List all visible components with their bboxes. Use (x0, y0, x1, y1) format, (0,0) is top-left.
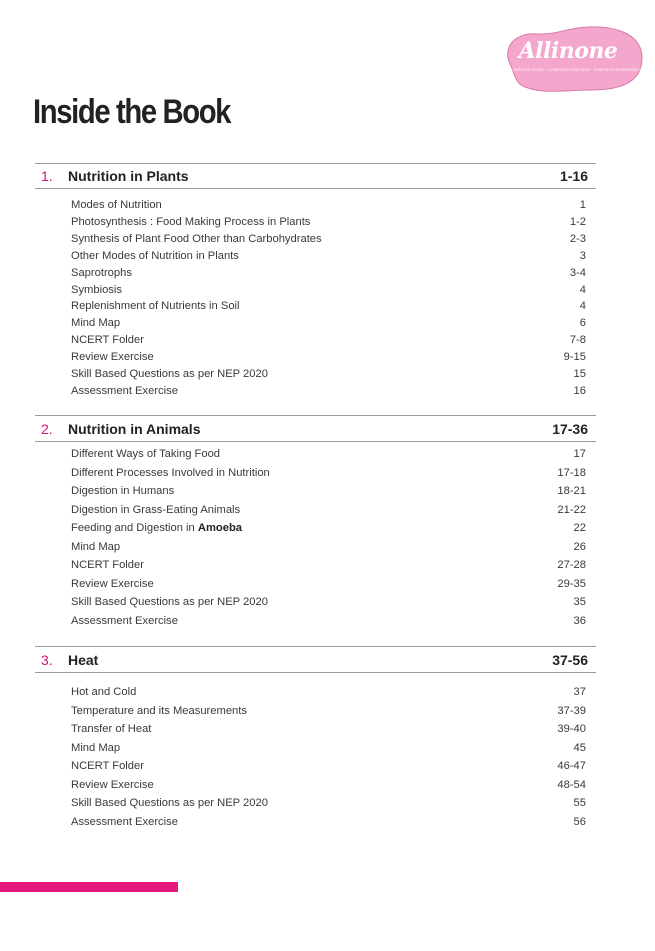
topic-item[interactable] (35, 612, 596, 631)
topic-item[interactable] (35, 593, 596, 612)
topic-item[interactable] (35, 776, 596, 795)
topic-label: Photosynthesis : Food Making Process in Plants (71, 216, 311, 229)
topic-page: 36 (573, 614, 586, 627)
topic-list (35, 189, 596, 415)
topic-label: Synthesis of Plant Food Other than Carbohydrates (71, 233, 322, 246)
topic-label: Symbiosis (71, 283, 122, 296)
topic-label: Skill Based Questions as per NEP 2020 (71, 367, 268, 380)
topic-page: 37-39 (557, 704, 586, 717)
chapter-header[interactable] (35, 163, 596, 189)
topic-item[interactable] (35, 281, 596, 298)
topic-item[interactable] (35, 794, 596, 813)
brand-logo (496, 24, 646, 96)
chapter-number: 1. (41, 168, 53, 184)
chapter-header[interactable] (35, 646, 596, 673)
topic-label: Skill Based Questions as per NEP 2020 (71, 797, 268, 810)
footer-accent-bar (0, 882, 178, 892)
topic-label: Review Exercise (71, 778, 154, 791)
topic-item[interactable] (35, 739, 596, 758)
topic-item[interactable] (35, 538, 596, 557)
page-title: Inside the Book (33, 93, 231, 131)
topic-label: Temperature and its Measurements (71, 704, 247, 717)
topic-page: 3-4 (569, 266, 586, 279)
chapter-1 (35, 163, 596, 415)
topic-label: Skill Based Questions as per NEP 2020 (71, 596, 268, 609)
topic-label: Mind Map (71, 741, 121, 754)
chapter-page-range: 37-56 (552, 651, 588, 668)
topic-label: Hot and Cold (71, 686, 137, 699)
chapter-header[interactable] (35, 415, 596, 442)
topic-label-text: Feeding and Digestion in (71, 522, 198, 535)
topic-label: Digestion in Humans (71, 485, 175, 498)
topic-item[interactable] (35, 702, 596, 721)
topic-item[interactable] (35, 332, 596, 349)
topic-page: 35 (573, 596, 586, 609)
topic-page: 15 (573, 367, 586, 380)
topic-page: 37 (573, 686, 586, 699)
topic-page: 3 (579, 249, 586, 262)
chapter-title: Nutrition in Plants (68, 168, 189, 184)
topic-page: 4 (579, 300, 586, 313)
topic-page: 18-21 (557, 485, 586, 498)
topic-label: NCERT Folder (71, 760, 144, 773)
topic-item[interactable] (35, 482, 596, 501)
topic-label: Different Processes Involved in Nutrition (71, 466, 270, 479)
topic-page: 4 (579, 283, 586, 296)
topic-item[interactable] (35, 248, 596, 265)
chapter-page-range: 1-16 (559, 168, 588, 184)
topic-label: NCERT Folder (71, 334, 144, 347)
topic-item[interactable] (35, 365, 596, 382)
chapter-2 (35, 415, 596, 646)
chapter-page-range: 17-36 (552, 420, 588, 437)
topic-page: 27-28 (557, 559, 586, 572)
topic-item[interactable] (35, 197, 596, 214)
topic-item[interactable] (35, 231, 596, 248)
topic-list (35, 442, 596, 646)
topic-page: 48-54 (557, 778, 586, 791)
topic-page: 29-35 (557, 577, 586, 590)
topic-label: Digestion in Grass-Eating Animals (71, 503, 241, 516)
topic-page: 39-40 (557, 723, 586, 736)
topic-label: Transfer of Heat (71, 723, 152, 736)
topic-item[interactable] (35, 349, 596, 366)
topic-page: 9-15 (563, 351, 586, 364)
topic-item[interactable] (35, 519, 596, 538)
topic-item[interactable] (35, 556, 596, 575)
topic-page: 46-47 (557, 760, 586, 773)
topic-page: 2-3 (569, 233, 586, 246)
topic-page: 6 (579, 317, 586, 330)
logo-tagline: COMPLETE STUDY · COMPLETE PRACTICE · COMPLETE ASSESSMENT (510, 68, 642, 72)
topic-label: Mind Map (71, 317, 121, 330)
topic-label: NCERT Folder (71, 559, 144, 572)
topic-label: Saprotrophs (71, 266, 132, 279)
topic-page: 17 (573, 448, 586, 461)
topic-item[interactable] (35, 575, 596, 594)
chapter-3 (35, 646, 596, 831)
topic-page: 26 (573, 540, 586, 553)
topic-label-emphasis: Amoeba (197, 522, 243, 535)
topic-page: 7-8 (569, 334, 586, 347)
topic-page: 22 (573, 522, 586, 535)
topic-item[interactable] (35, 445, 596, 464)
topic-page: 55 (573, 797, 586, 810)
topic-label: Assessment Exercise (71, 384, 178, 397)
topic-list (35, 673, 596, 831)
topic-page: 21-22 (557, 503, 586, 516)
topic-item[interactable] (35, 813, 596, 832)
topic-label: Review Exercise (71, 351, 154, 364)
topic-label: Different Ways of Taking Food (71, 448, 221, 461)
table-of-contents (35, 163, 596, 831)
topic-item[interactable] (35, 382, 596, 399)
chapter-title: Nutrition in Animals (68, 420, 201, 437)
topic-label: Replenishment of Nutrients in Soil (71, 300, 240, 313)
topic-item[interactable] (35, 683, 596, 702)
topic-page: 1-2 (569, 216, 586, 229)
topic-item[interactable] (35, 214, 596, 231)
topic-page: 1 (579, 199, 586, 212)
topic-label: Modes of Nutrition (71, 199, 162, 212)
topic-page: 45 (573, 741, 586, 754)
topic-item[interactable] (35, 464, 596, 483)
topic-label: Assessment Exercise (71, 815, 178, 828)
chapter-number: 2. (41, 420, 53, 437)
topic-item[interactable] (35, 298, 596, 315)
topic-item[interactable] (35, 315, 596, 332)
topic-label (71, 522, 574, 534)
topic-item[interactable] (35, 264, 596, 281)
topic-item[interactable] (35, 757, 596, 776)
chapter-title: Heat (68, 651, 99, 668)
topic-page: 16 (573, 384, 586, 397)
topic-label: Mind Map (71, 540, 121, 553)
topic-item[interactable] (35, 501, 596, 520)
topic-page: 17-18 (557, 466, 586, 479)
logo-wordmark: Allinone (518, 38, 618, 64)
topic-label: Review Exercise (71, 577, 154, 590)
topic-label: Assessment Exercise (71, 614, 178, 627)
topic-page: 56 (573, 815, 586, 828)
topic-label: Other Modes of Nutrition in Plants (71, 249, 239, 262)
topic-item[interactable] (35, 720, 596, 739)
chapter-number: 3. (41, 651, 53, 668)
